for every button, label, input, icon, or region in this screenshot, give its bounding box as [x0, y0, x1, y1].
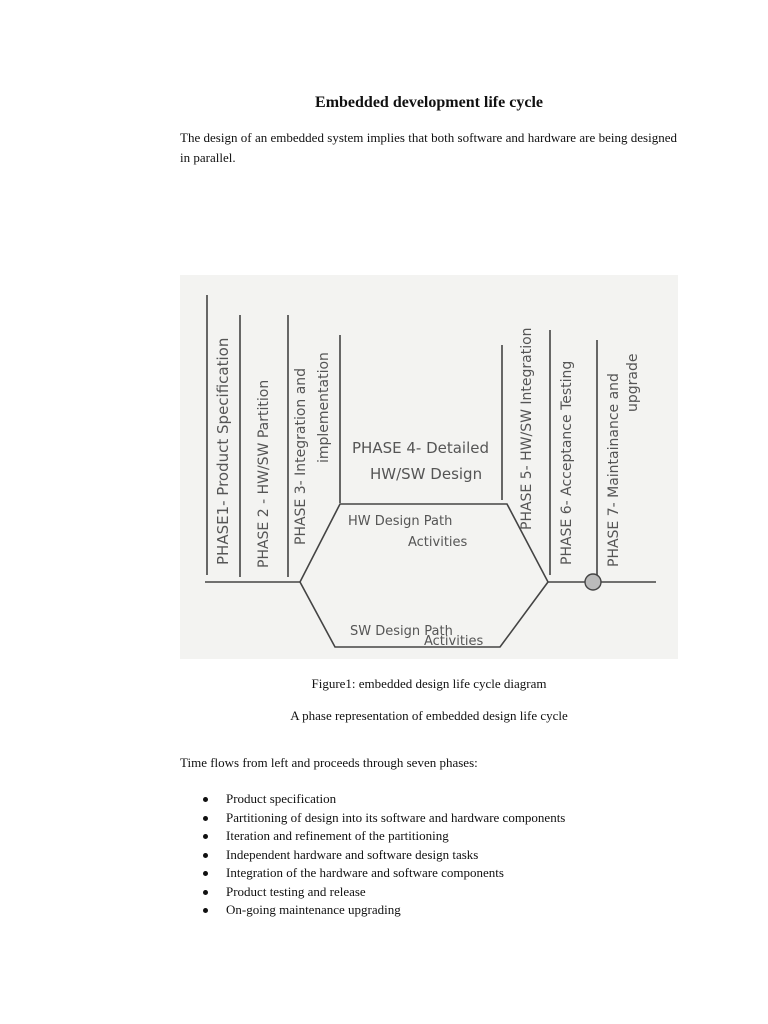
- lifecycle-diagram: [180, 275, 678, 659]
- phase7-label-line2: upgrade: [625, 353, 641, 412]
- phase7-label-line1: PHASE 7- Maintainance and: [606, 373, 622, 567]
- phase3-label-line2: implementation: [316, 352, 332, 463]
- list-item: Product testing and release: [180, 883, 565, 902]
- sw-path-label-line2: Activities: [424, 634, 484, 649]
- list-item: Product specification: [180, 790, 565, 809]
- list-item: On-going maintenance upgrading: [180, 901, 565, 920]
- figure-caption: Figure1: embedded design life cycle diagram: [311, 676, 547, 691]
- list-item: Independent hardware and software design tasks: [180, 846, 565, 865]
- phase4-label-line1: PHASE 4- Detailed: [352, 439, 490, 457]
- timeflow-text: Time flows from left and proceeds through seven phases:: [180, 755, 478, 770]
- diagram-svg: [180, 275, 678, 659]
- phase-bullet-list: [180, 790, 565, 920]
- document-title: Embedded development life cycle: [315, 94, 543, 111]
- sw-path-label-line1: SW Design Path: [350, 624, 453, 639]
- hw-path-label-line2: Activities: [408, 535, 468, 550]
- figure-subcaption: A phase representation of embedded design life cycle: [290, 708, 568, 723]
- phase4-label-line2: HW/SW Design: [370, 465, 483, 483]
- hw-path-label-line1: HW Design Path: [348, 514, 453, 529]
- phase2-label: PHASE 2 - HW/SW Partition: [256, 379, 272, 568]
- phase6-label: PHASE 6- Acceptance Testing: [559, 360, 575, 565]
- list-item: Partitioning of design into its software and hardware components: [180, 809, 565, 828]
- phase5-label: PHASE 5- HW/SW Integration: [519, 327, 535, 530]
- list-item: Integration of the hardware and software components: [180, 864, 565, 883]
- phase3-label-line1: PHASE 3- Integration and: [293, 367, 309, 545]
- list-item: Iteration and refinement of the partitioning: [180, 827, 565, 846]
- intro-paragraph: The design of an embedded system implies that both software and hardware are being designed in parallel.: [180, 130, 677, 165]
- phase1-label: PHASE1- Product Specification: [214, 337, 232, 565]
- timeline-marker-icon: [585, 574, 601, 590]
